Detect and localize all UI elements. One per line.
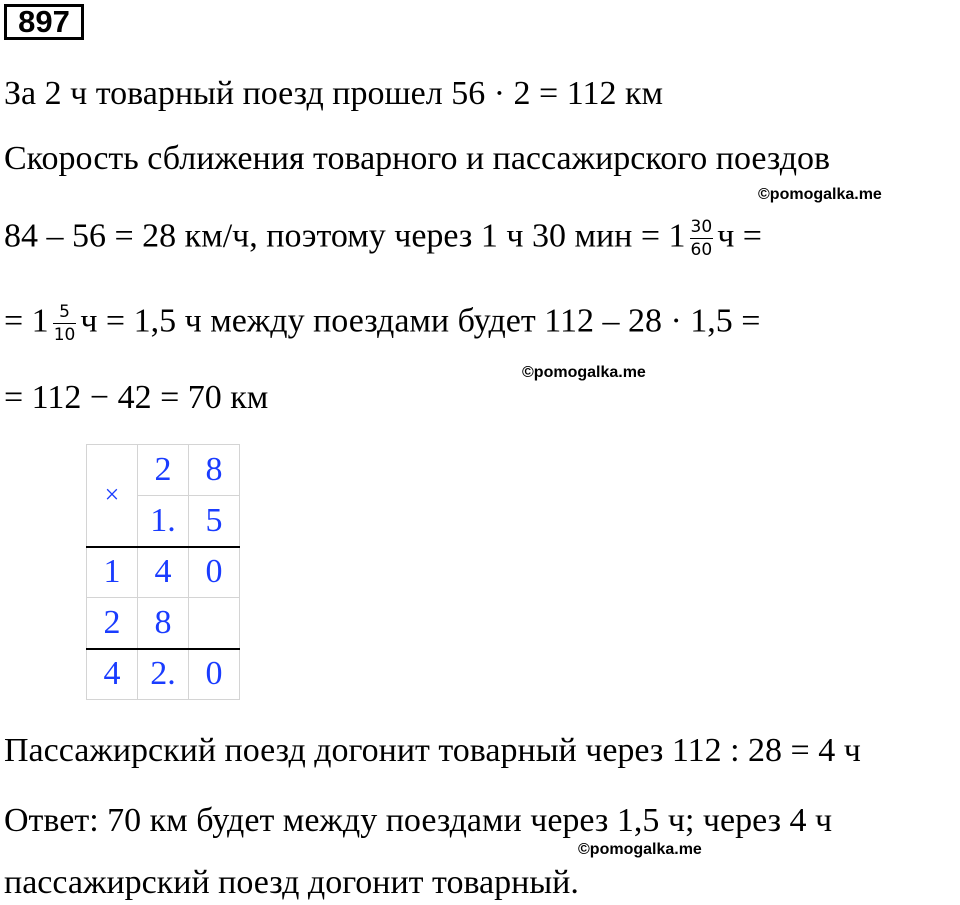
mult-cell: 4 [87, 649, 138, 700]
fraction-denominator: 60 [690, 240, 713, 260]
text-line-5: = 112 − 42 = 70 км [4, 379, 269, 416]
mult-cell: 8 [189, 445, 240, 496]
watermark-3: ©pomogalka.me [578, 841, 702, 858]
mult-cell: 2 [138, 445, 189, 496]
mult-cell [189, 598, 240, 649]
mult-cell: 4 [138, 547, 189, 598]
problem-number: 897 [4, 4, 84, 40]
fraction-30-60 [690, 216, 714, 261]
mult-cell: 1 [87, 547, 138, 598]
fraction-numerator: 30 [690, 217, 713, 237]
watermark-2: ©pomogalka.me [522, 364, 646, 381]
text-line-4 [4, 301, 760, 346]
text-line-8: пассажирский поезд догонит товарный. [4, 864, 579, 901]
text-line-3-part-a: 84 – 56 = 28 км/ч, поэтому через 1 ч 30 мин = 1 [4, 217, 686, 255]
text-line-2: Скорость сближения товарного и пассажирского поездов [4, 140, 831, 177]
text-line-3-part-b: ч = [717, 217, 762, 255]
fraction-numerator: 5 [53, 301, 77, 324]
mult-cell: 0 [189, 649, 240, 700]
mult-cell: 2. [138, 649, 189, 700]
mult-cell: 0 [189, 547, 240, 598]
watermark-1: ©pomogalka.me [758, 186, 882, 203]
multiplication-column [86, 444, 240, 700]
mult-cell: 1. [138, 496, 189, 547]
text-line-4-part-b: ч = 1,5 ч между поездами будет 112 – 28 · 1,5 = [80, 302, 761, 340]
text-line-4-part-a: = 1 [4, 302, 49, 340]
fraction-denominator: 10 [53, 325, 76, 345]
fraction-5-10 [53, 301, 77, 346]
mult-cell: 2 [87, 598, 138, 649]
mult-cell: 8 [138, 598, 189, 649]
text-line-7: Ответ: 70 км будет между поездами через 1,5 ч; через 4 ч [4, 802, 833, 839]
text-line-6: Пассажирский поезд догонит товарный через 112 : 28 = 4 ч [4, 732, 861, 769]
multiply-sign: × [87, 445, 138, 547]
text-line-1: За 2 ч товарный поезд прошел 56 · 2 = 112 км [4, 75, 663, 112]
mult-cell: 5 [189, 496, 240, 547]
text-line-3 [4, 216, 762, 261]
